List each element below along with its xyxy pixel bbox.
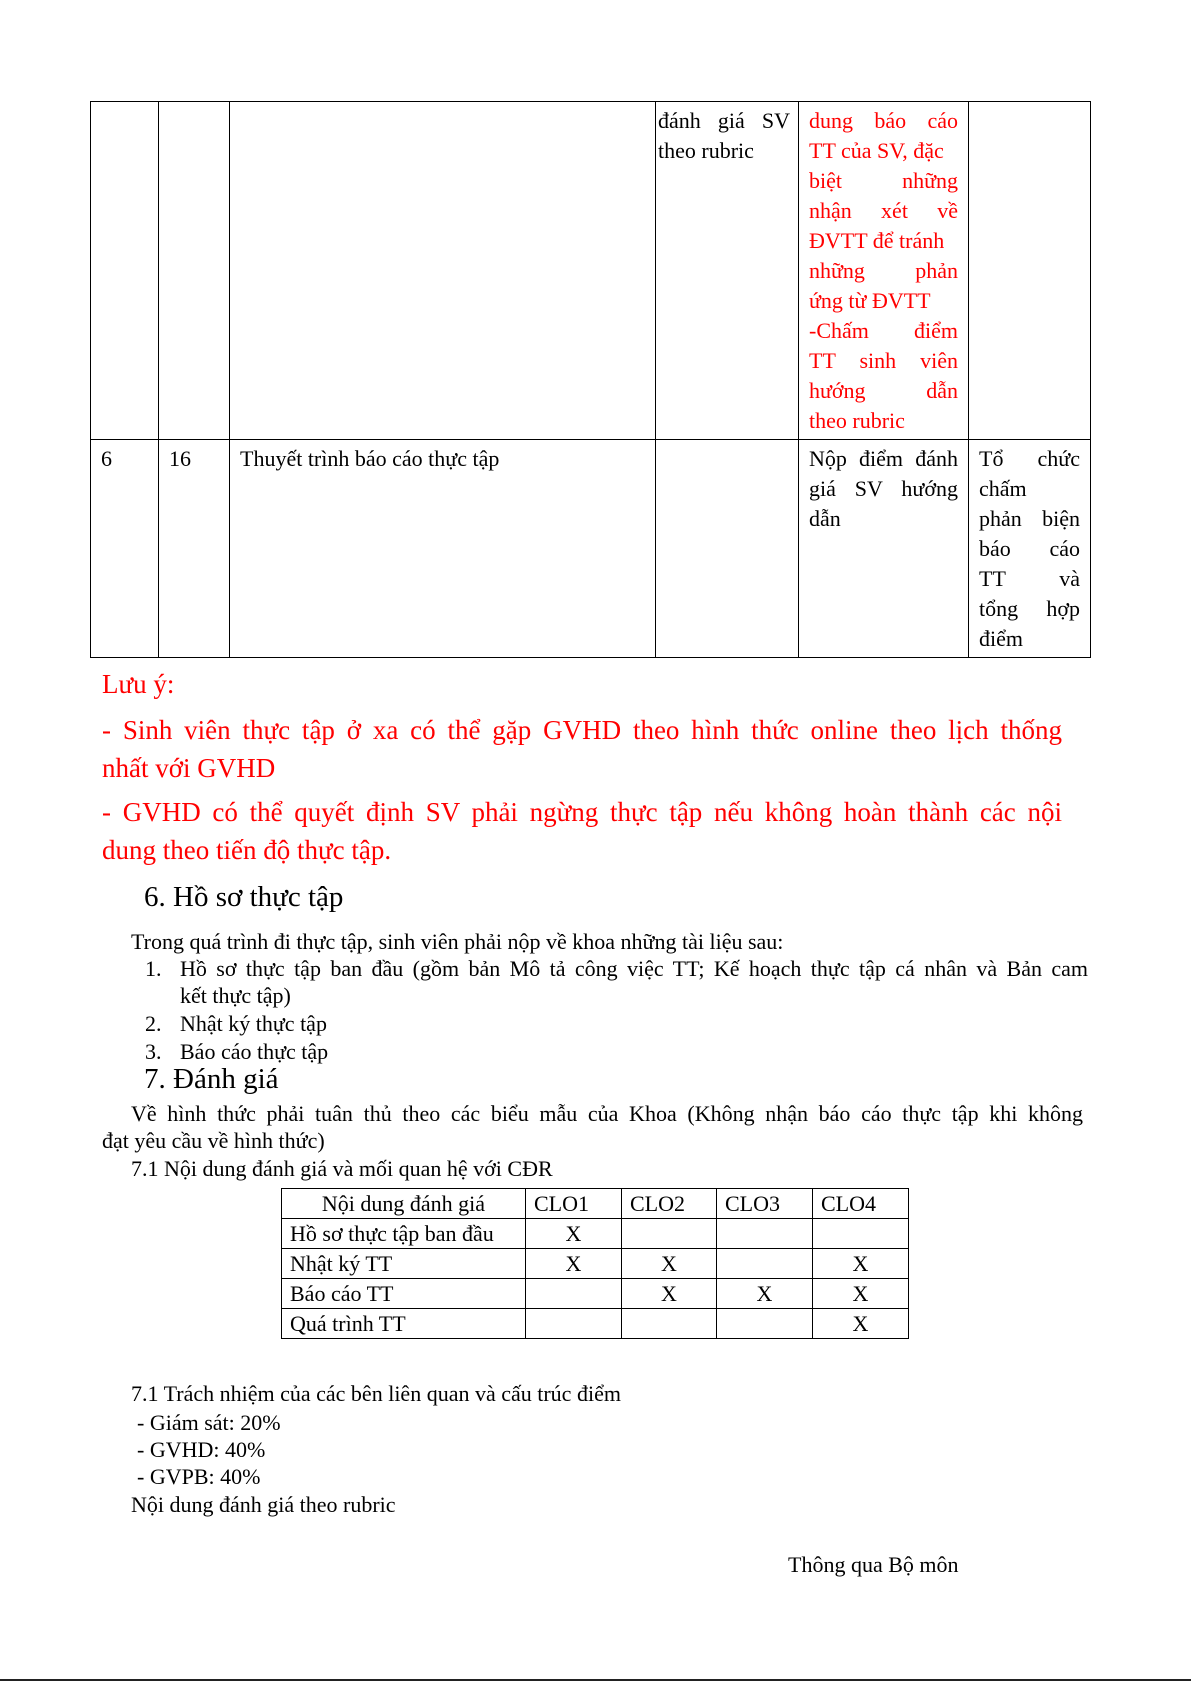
cell-line: hướng dẫn <box>809 378 958 403</box>
cell-line: Nộp điểm đánh <box>809 446 958 471</box>
cell-line: -Chấm điểm <box>809 318 958 343</box>
table-cell: Thuyết trình báo cáo thực tập <box>230 440 656 658</box>
header-cell: CLO4 <box>813 1189 909 1219</box>
table-row <box>282 1249 909 1279</box>
subheading-7-1: 7.1 Nội dung đánh giá và mối quan hệ với CĐR <box>131 1156 553 1181</box>
table-cell <box>656 440 799 658</box>
clo-table <box>281 1188 909 1339</box>
table-cell <box>91 102 159 440</box>
header-cell: Nội dung đánh giá <box>282 1189 526 1219</box>
table-cell <box>799 440 969 658</box>
table-cell <box>969 102 1091 440</box>
cell-line: đánh giá SV <box>658 108 790 133</box>
table-cell: Báo cáo TT <box>282 1279 526 1309</box>
table-cell: X <box>813 1279 909 1309</box>
table-cell: X <box>526 1249 622 1279</box>
cell-line: dẫn <box>809 506 841 531</box>
table-cell <box>717 1219 813 1249</box>
table-row <box>282 1309 909 1339</box>
table-cell: X <box>622 1249 717 1279</box>
header-cell: CLO2 <box>622 1189 717 1219</box>
table-row <box>282 1279 909 1309</box>
page-bottom-rule <box>0 1679 1191 1681</box>
list-item-continuation: kết thực tập) <box>180 983 291 1008</box>
table-cell: X <box>813 1309 909 1339</box>
signature-label: Thông qua Bộ môn <box>788 1552 959 1577</box>
list-item: Nhật ký thực tập <box>180 1011 327 1036</box>
cell-line: theo rubric <box>809 408 905 433</box>
table-cell: Hồ sơ thực tập ban đầu <box>282 1219 526 1249</box>
cell-line: ĐVTT để tránh <box>809 228 945 253</box>
cell-line: theo rubric <box>658 138 754 163</box>
table-cell <box>656 102 799 440</box>
table-row <box>91 102 1091 440</box>
cell-line: TT của SV, đặc <box>809 138 944 163</box>
note-item-2-line1: - GVHD có thể quyết định SV phải ngừng thực tập nếu không hoàn thành các nội <box>102 797 1062 827</box>
cell-line: dung báo cáo <box>809 108 958 133</box>
cell-line: Tổ chức <box>979 446 1080 471</box>
table-cell <box>799 102 969 440</box>
note-title: Lưu ý: <box>102 669 175 699</box>
section-6-heading: 6. Hồ sơ thực tập <box>144 881 344 913</box>
list-item: Báo cáo thực tập <box>180 1039 329 1064</box>
table-cell <box>717 1249 813 1279</box>
list-item: Hồ sơ thực tập ban đầu (gồm bản Mô tả công việc TT; Kế hoạch thực tập cá nhân và Bản cam <box>180 956 1088 981</box>
table-cell: X <box>622 1279 717 1309</box>
table-row <box>282 1219 909 1249</box>
cell-line: TT và <box>979 566 1080 591</box>
note-item-1-line1: - Sinh viên thực tập ở xa có thể gặp GVHD theo hình thức online theo lịch thống <box>102 715 1062 745</box>
cell-line: chấm <box>979 476 1027 501</box>
section-7-paragraph: Về hình thức phải tuân thủ theo các biểu mẫu của Khoa (Không nhận báo cáo thực tập khi không <box>131 1101 1083 1126</box>
table-cell <box>622 1309 717 1339</box>
list-item-number: 1. <box>145 956 162 981</box>
table-cell: X <box>717 1279 813 1309</box>
table-cell: X <box>526 1219 622 1249</box>
list-item-number: 3. <box>145 1039 162 1064</box>
cell-line: điểm <box>979 626 1023 651</box>
cell-line: những phản <box>809 258 958 283</box>
cell-line: biệt những <box>809 168 958 193</box>
table-cell <box>230 102 656 440</box>
weight-item: - Giám sát: 20% <box>137 1410 281 1435</box>
table-cell <box>526 1279 622 1309</box>
cell-line: giá SV hướng <box>809 476 958 501</box>
section-7-paragraph-cont: đạt yêu cầu về hình thức) <box>102 1128 325 1153</box>
section-7-heading: 7. Đánh giá <box>144 1063 279 1095</box>
table-cell <box>969 440 1091 658</box>
cell-line: ứng từ ĐVTT <box>809 288 931 313</box>
table-cell <box>717 1309 813 1339</box>
table-cell <box>813 1219 909 1249</box>
table-cell <box>526 1309 622 1339</box>
weight-item: - GVPB: 40% <box>137 1464 261 1489</box>
table-cell: Quá trình TT <box>282 1309 526 1339</box>
table-cell: X <box>813 1249 909 1279</box>
subheading-7-1-responsibility: 7.1 Trách nhiệm của các bên liên quan và cấu trúc điểm <box>131 1381 621 1406</box>
note-item-1-line2: nhất với GVHD <box>102 753 276 783</box>
schedule-table <box>90 101 1091 658</box>
cell-line: TT sinh viên <box>809 348 958 373</box>
list-item-number: 2. <box>145 1011 162 1036</box>
cell-line: phản biện <box>979 506 1080 531</box>
cell-line: nhận xét về <box>809 198 958 223</box>
table-row <box>91 440 1091 658</box>
note-item-2-line2: dung theo tiến độ thực tập. <box>102 835 392 865</box>
header-cell: CLO1 <box>526 1189 622 1219</box>
cell-line: tổng hợp <box>979 596 1080 621</box>
table-cell: 6 <box>91 440 159 658</box>
section-6-intro: Trong quá trình đi thực tập, sinh viên phải nộp về khoa những tài liệu sau: <box>131 929 784 954</box>
rubric-note: Nội dung đánh giá theo rubric <box>131 1492 396 1517</box>
table-header-row <box>282 1189 909 1219</box>
table-cell <box>159 102 230 440</box>
header-cell: CLO3 <box>717 1189 813 1219</box>
table-cell: Nhật ký TT <box>282 1249 526 1279</box>
cell-line: báo cáo <box>979 536 1080 561</box>
table-cell: 16 <box>159 440 230 658</box>
weight-item: - GVHD: 40% <box>137 1437 266 1462</box>
table-cell <box>622 1219 717 1249</box>
